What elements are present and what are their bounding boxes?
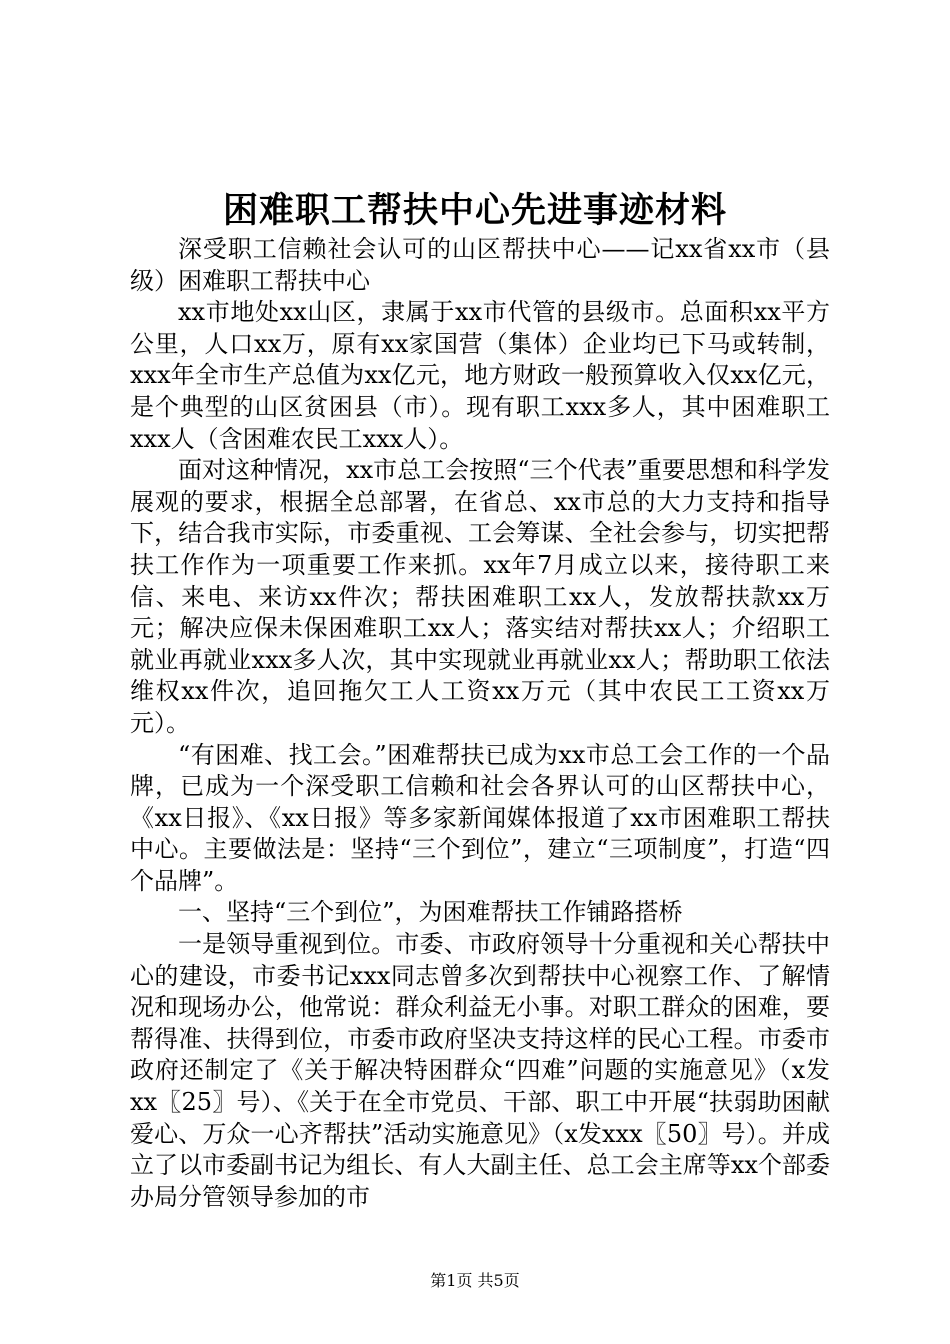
- paragraph-leadership: 一是领导重视到位。市委、市政府领导十分重视和关心帮扶中心的建设，市委书记xxx同志曾多次到帮扶中心视察工作、了解情况和现场办公，他常说：群众利益无小事。对职工群众的困难，要帮得准、扶得到位，市委市政府坚决支持这样的民心工程。市委市政府还制定了《关于解决特困群众“四难”问题的实施意见》（x发xx〖25〗号）、《关于在全市党员、干部、职工中开展“扶弱助困献爱心、万众一心齐帮扶”活动实施意见》（x发xxx〖50〗号）。并成立了以市委副书记为组长、有人大副主任、总工会主席等xx个部委办局分管领导参加的市: [130, 930, 830, 1211]
- document-title: 困难职工帮扶中心先进事迹材料: [222, 190, 727, 231]
- document-body: [130, 234, 830, 1213]
- page-footer: 第1页 共5页: [430, 1271, 520, 1290]
- paragraph-overview: xx市地处xx山区，隶属于xx市代管的县级市。总面积xx平方公里，人口xx万，原有xx家国营（集体）企业均已下马或转制，xxx年全市生产总值为xx亿元，地方财政一般预算收入仅xx亿元，是个典型的山区贫困县（市）。现有职工xxx多人，其中困难职工xxx人（含困难农民工xxx人）。: [130, 298, 830, 453]
- section-heading-one: 一、坚持“三个到位”，为困难帮扶工作铺路搭桥: [178, 898, 683, 927]
- paragraph-subtitle: 深受职工信赖社会认可的山区帮扶中心——记xx省xx市（县级）困难职工帮扶中心: [130, 235, 830, 295]
- paragraph-approach: 面对这种情况，xx市总工会按照“三个代表”重要思想和科学发展观的要求，根据全总部署，在省总、xx市总的大力支持和指导下，结合我市实际，市委重视、工会筹谋、全社会参与，切实把帮扶工作作为一项重要工作来抓。xx年7月成立以来，接待职工来信、来电、来访xx件次；帮扶困难职工xx人，发放帮扶款xx万元；解决应保未保困难职工xx人；落实结对帮扶xx人；介绍职工就业再就业xxx多人次，其中实现就业再就业xx人；帮助职工依法维权xx件次，追回拖欠工人工资xx万元（其中农民工工资xx万元）。: [130, 456, 830, 737]
- paragraph-brand: “有困难、找工会。”困难帮扶已成为xx市总工会工作的一个品牌，已成为一个深受职工信赖和社会各界认可的山区帮扶中心，《xx日报》、《xx日报》等多家新闻媒体报道了xx市困难职工帮扶中心。主要做法是：坚持“三个到位”，建立“三项制度”，打造“四个品牌”。: [130, 740, 830, 895]
